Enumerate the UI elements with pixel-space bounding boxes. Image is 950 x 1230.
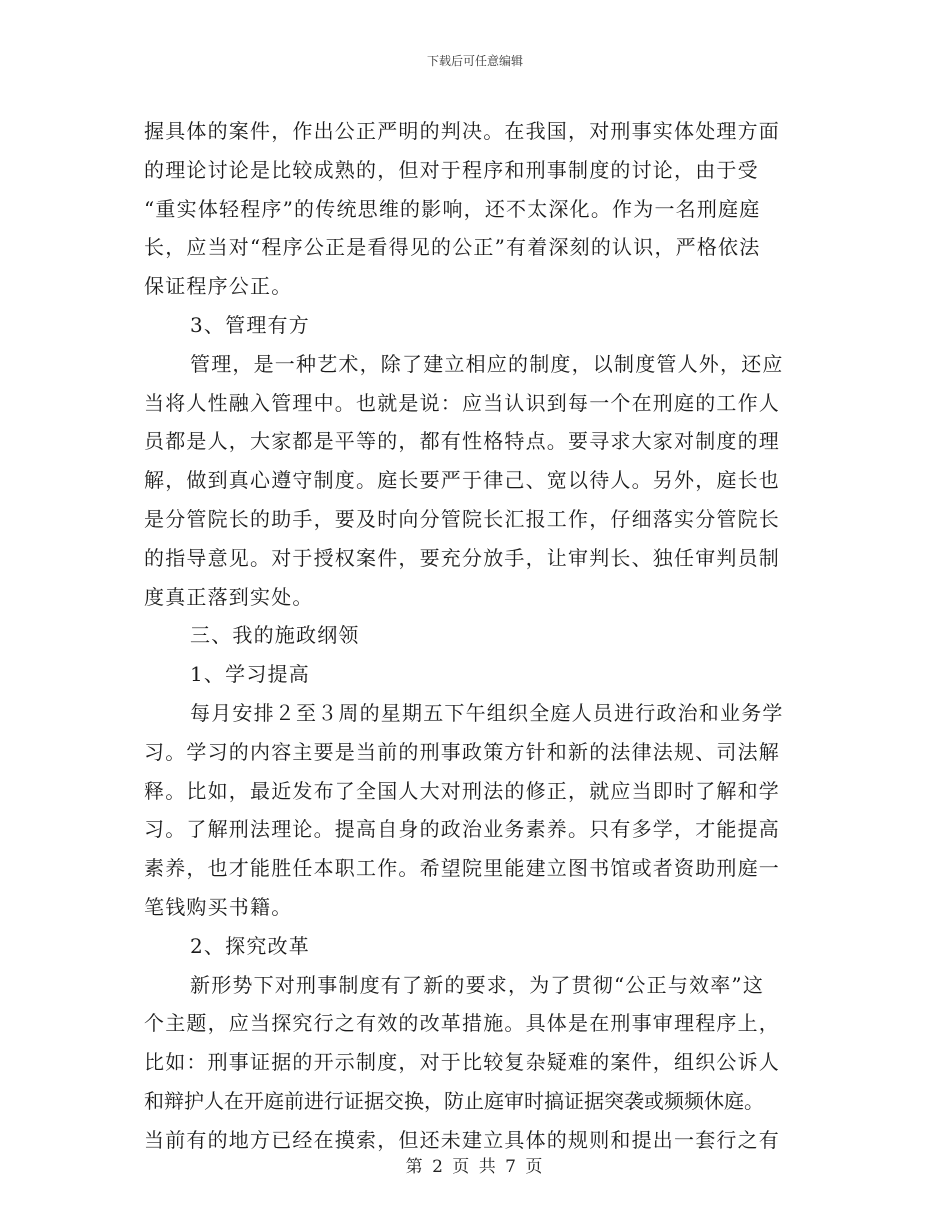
text-line: 员都是人，大家都是平等的，都有性格特点。要寻求大家对制度的理 xyxy=(144,429,780,454)
page-footer: 第 2 页 共 7 页 xyxy=(405,1157,545,1177)
text-line: 笔钱购买书籍。 xyxy=(144,894,293,919)
text-line: 解，做到真心遵守制度。庭长要严于律己、宽以待人。另外，庭长也 xyxy=(144,468,780,493)
text-line: 新形势下对刑事制度有了新的要求，为了贯彻“公正与效率”这 xyxy=(190,972,765,997)
text-line: 的理论讨论是比较成熟的，但对于程序和刑事制度的讨论，由于受 xyxy=(144,157,759,182)
text-line: 当将人性融入管理中。也就是说：应当认识到每一个在刑庭的工作人 xyxy=(144,390,780,415)
text-line: 1、学习提高 xyxy=(190,662,310,687)
text-line: 释。比如，最近发布了全国人大对刑法的修正，就应当即时了解和学 xyxy=(144,778,780,803)
text-line: 和辩护人在开庭前进行证据交换，防止庭审时搞证据突袭或频频休庭。 xyxy=(144,1088,764,1113)
text-line: 长，应当对“程序公正是看得见的公正”有着深刻的认识，严格依法 xyxy=(144,235,761,260)
page-header: 下载后可任意编辑 xyxy=(426,54,523,68)
text-line: 度真正落到实处。 xyxy=(144,584,314,609)
text-line: 保证程序公正。 xyxy=(144,274,293,299)
text-line: 握具体的案件，作出公正严明的判决。在我国，对刑事实体处理方面 xyxy=(144,119,780,143)
text-line: 2、探究改革 xyxy=(190,933,310,958)
text-line: 每月安排２至３周的星期五下午组织全庭人员进行政治和业务学 xyxy=(190,700,784,725)
text-line: 是分管院长的助手，要及时向分管院长汇报工作，仔细落实分管院长 xyxy=(144,506,780,531)
text-line: 素养，也才能胜任本职工作。希望院里能建立图书馆或者资助刑庭一 xyxy=(144,856,780,881)
text-line: 比如：刑事证据的开示制度，对于比较复杂疑难的案件，组织公诉人 xyxy=(144,1050,780,1075)
text-line: “重实体轻程序”的传统思维的影响，还不太深化。作为一名刑庭庭 xyxy=(144,196,761,221)
text-line: 三、我的施政纲领 xyxy=(190,623,360,648)
text-line: 当前有的地方已经在摸索，但还未建立具体的规则和提出一套行之有 xyxy=(144,1127,780,1152)
text-line: 的指导意见。对于授权案件，要充分放手，让审判长、独任审判员制 xyxy=(144,545,780,570)
text-line: 3、管理有方 xyxy=(190,312,310,337)
document-body xyxy=(144,112,806,1160)
text-line: 管理，是一种艺术，除了建立相应的制度，以制度管人外，还应 xyxy=(190,351,784,376)
text-line: 习。学习的内容主要是当前的刑事政策方针和新的法律法规、司法解 xyxy=(144,739,780,764)
text-line: 习。了解刑法理论。提高自身的政治业务素养。只有多学，才能提高 xyxy=(144,817,780,842)
text-line: 个主题，应当探究行之有效的改革措施。具体是在刑事审理程序上， xyxy=(144,1011,780,1036)
